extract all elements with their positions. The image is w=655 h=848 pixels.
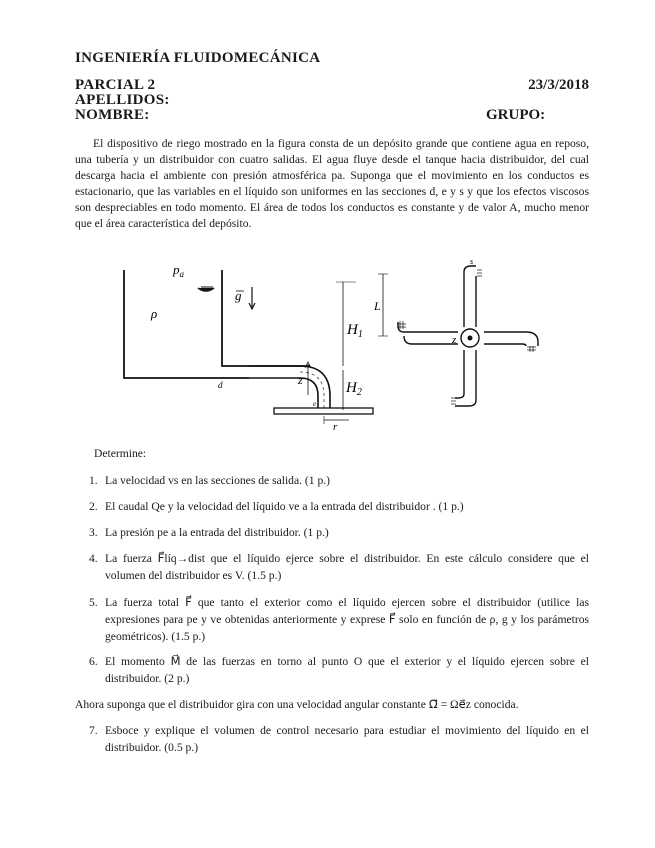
distributor-top-view [398,266,538,406]
label-e: e [313,400,317,408]
question-1 [75,472,589,489]
label-z-hub: z [452,334,457,346]
hub-center [468,336,473,341]
question-2 [75,498,589,515]
question-number: 5. [89,596,98,609]
question-7 [75,722,589,756]
label-d: d [218,380,223,390]
question-5 [75,594,589,645]
label-r: r [333,421,338,433]
water-surface-mark [198,288,214,291]
question-number: 1. [89,474,98,487]
group-label: GRUPO: [486,107,546,123]
label-s: s [470,257,474,266]
pipe-bend [249,366,330,408]
question-number: 7. [89,724,98,737]
question-text: La fuerza total F⃗ que tanto el exterior como el líquido ejercen sobre el distribuidor (utilice las expresiones para pe y ve obtenidas anteriormente y exprese F⃗ solo en función de ρ, g y los parámetros geométricos). (1.5 p.) [105,596,589,643]
question-4 [75,550,589,584]
label-pa: $p_a$ [173,262,184,279]
label-l: L [374,299,381,313]
exam-title: PARCIAL 2 [75,77,156,93]
question-text: La velocidad vs en las secciones de salida. (1 p.) [105,474,331,487]
label-h2: $H_2$ [346,380,362,398]
determine-label: Determine: [94,447,147,460]
question-number: 4. [89,552,98,565]
question-text: El caudal Qe y la velocidad del líquido ve a la entrada del distribuidor . (1 p.) [105,500,464,513]
rotation-statement: Ahora suponga que el distribuidor gira con una velocidad angular constante Ω⃗ = Ωe⃗z conocida. [75,698,519,711]
question-number: 6. [89,655,98,668]
surnames-label: APELLIDOS: [75,92,170,108]
label-rho: ρ [151,306,158,321]
question-3 [75,524,589,541]
question-number: 2. [89,500,98,513]
tank [124,270,310,378]
problem-statement: El dispositivo de riego mostrado en la figura consta de un depósito grande que contiene agua en reposo, una tubería y un distribuidor con cuatro salidas. El agua fluye desde el tanque hacia distribuidor, del cual descarga hacia el ambiente con presión atmosférica pa. Suponga que el movimiento en los conductos es estacionario, que las variables en el líquido son uniformes en las secciones d, e y s y que los efectos viscosos son despreciables en todo momento. El área de todos los conductos es constante y de valor A, mucho menor que el área característica del depósito. [75,137,589,230]
label-h1: $H_1$ [347,322,363,340]
course-title: INGENIERÍA FLUIDOMECÁNICA [75,50,321,66]
question-text: El momento M⃗ de las fuerzas en torno al punto O que el exterior y el líquido ejercen sobre el distribuidor. (2 p.) [105,655,589,685]
label-g: g [235,288,242,303]
question-text: La fuerza F⃗líq→dist que el líquido ejerce sobre el distribuidor. En este cálculo considere que el volumen del distribuidor es V. (1.5 p.) [105,552,589,582]
exam-date: 23/3/2018 [528,77,589,93]
question-6 [75,653,589,687]
label-z: z [298,373,303,387]
question-number: 3. [89,526,98,539]
name-label: NOMBRE: [75,107,150,123]
question-text: La presión pe a la entrada del distribuidor. (1 p.) [105,526,329,539]
question-text: Esboce y explique el volumen de control necesario para estudiar el movimiento del líquido en el distribuidor. (0.5 p.) [105,724,589,754]
distributor-base [274,408,373,414]
